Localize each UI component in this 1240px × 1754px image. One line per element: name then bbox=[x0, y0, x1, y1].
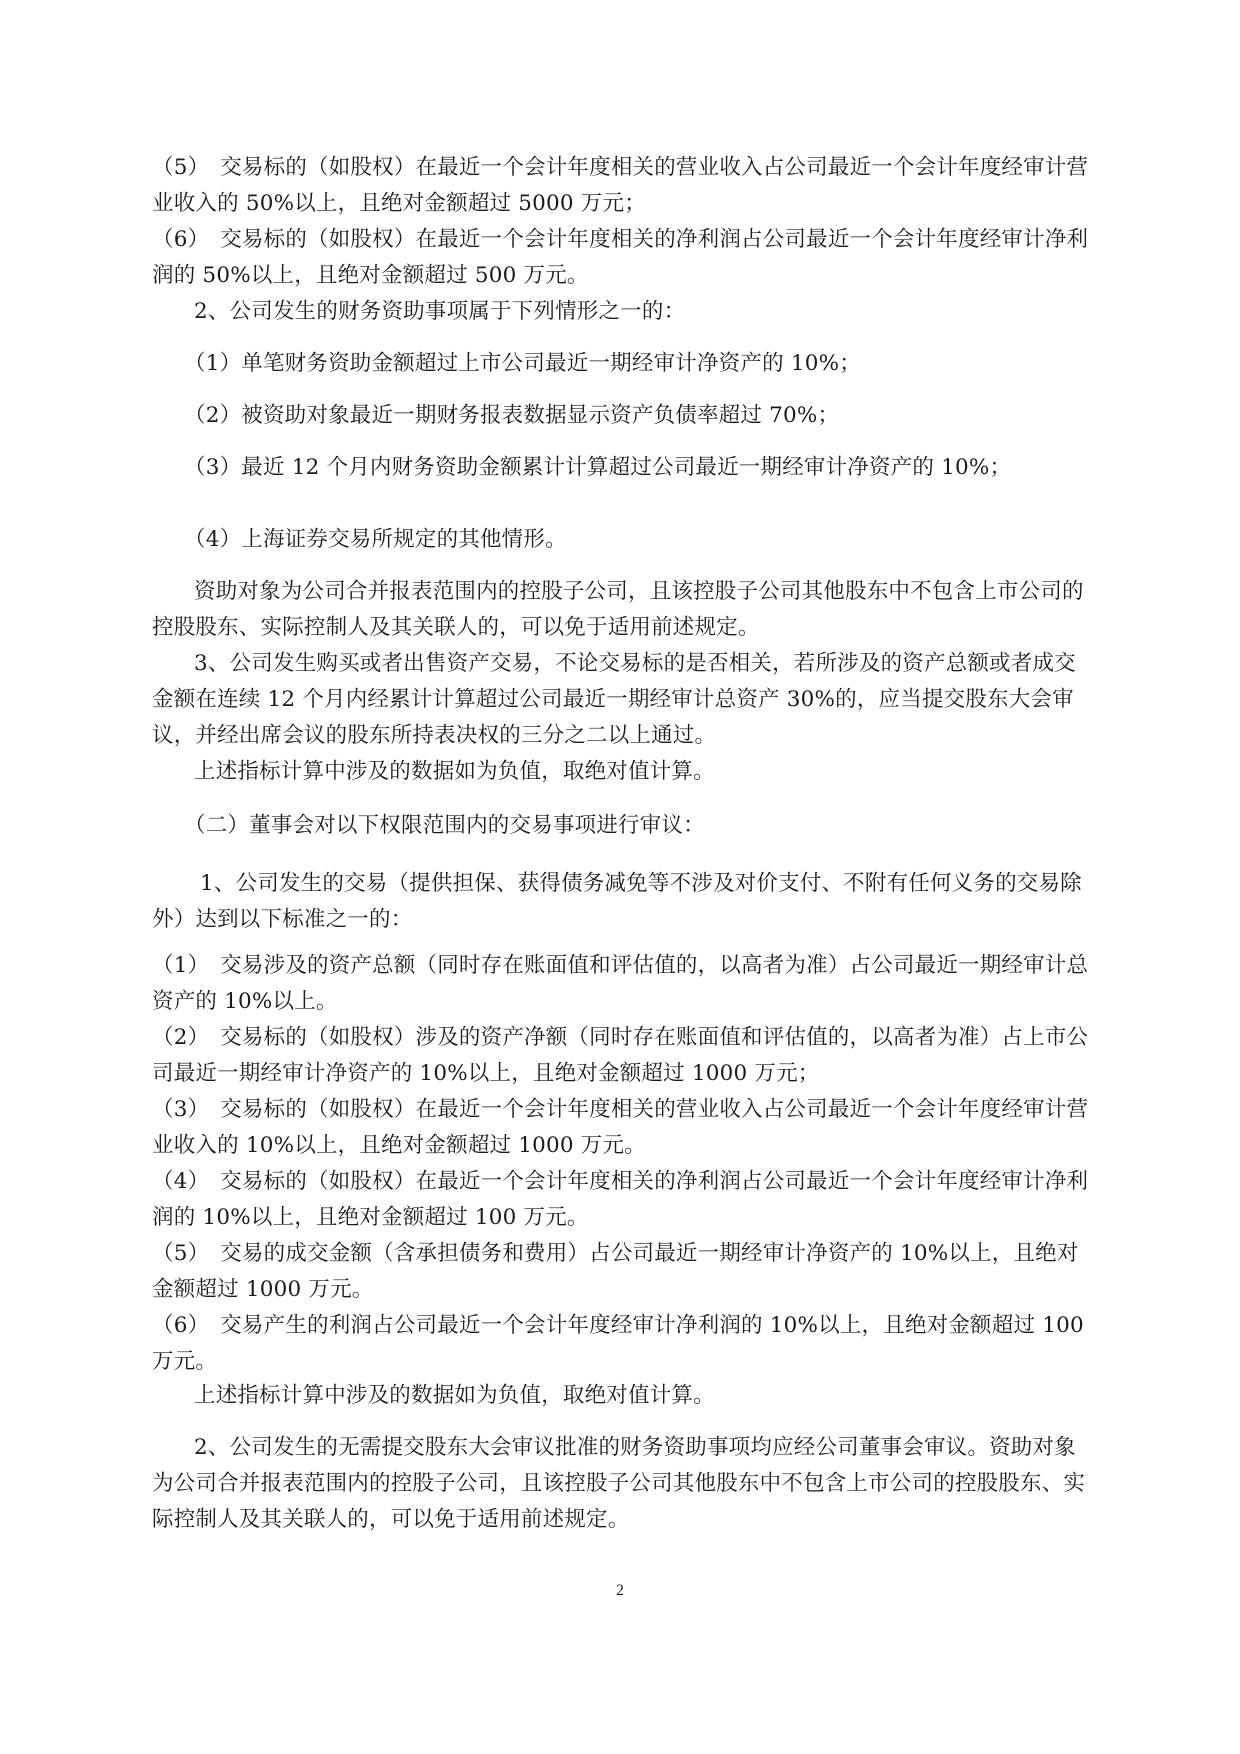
paragraph-assistance-item-4: （4）上海证券交易所规定的其他情形。 bbox=[184, 527, 567, 552]
paragraph-negative-value-note: 上述指标计算中涉及的数据如为负值，取绝对值计算。 bbox=[194, 759, 715, 784]
paragraph-board-item-2: （2） 交易标的（如股权）涉及的资产净额（同时存在账面值和评估值的，以高者为准）占上市公司最近一期经审计净资产的 10%以上，且绝对金额超过 1000 万元； bbox=[152, 1025, 1089, 1086]
paragraph-item-6-net-profit: （6） 交易标的（如股权）在最近一个会计年度相关的净利润占公司最近一个会计年度经审计净利润的 50%以上，且绝对金额超过 500 万元。 bbox=[152, 227, 1089, 288]
paragraph-board-item-6: （6） 交易产生的利润占公司最近一个会计年度经审计净利润的 10%以上，且绝对金额超过 100 万元。 bbox=[152, 1313, 1084, 1374]
paragraph-board-item-3: （3） 交易标的（如股权）在最近一个会计年度相关的营业收入占公司最近一个会计年度经审计营业收入的 10%以上，且绝对金额超过 1000 万元。 bbox=[152, 1097, 1089, 1158]
paragraph-asset-transaction: 3、公司发生购买或者出售资产交易，不论交易标的是否相关，若所涉及的资产总额或者成交金额在连续 12 个月内经累计计算超过公司最近一期经审计总资产 30%的，应当提交股东大会审议，并经出席会议的股东所持表决权的三分之二以上通过。 bbox=[152, 651, 1076, 748]
paragraph-assistance-item-2: （2）被资助对象最近一期财务报表数据显示资产负债率超过 70%； bbox=[184, 403, 840, 428]
paragraph-board-item-4: （4） 交易标的（如股权）在最近一个会计年度相关的净利润占公司最近一个会计年度经审计净利润的 10%以上，且绝对金额超过 100 万元。 bbox=[152, 1169, 1089, 1230]
paragraph-board-item-1: （1） 交易涉及的资产总额（同时存在账面值和评估值的，以高者为准）占公司最近一期经审计总资产的 10%以上。 bbox=[152, 953, 1089, 1014]
paragraph-board-item-5: （5） 交易的成交金额（含承担债务和费用）占公司最近一期经审计净资产的 10%以上，且绝对金额超过 1000 万元。 bbox=[152, 1241, 1079, 1302]
paragraph-board-transaction-intro: 1、公司发生的交易（提供担保、获得债务减免等不涉及对价支付、不附有任何义务的交易除外）达到以下标准之一的： bbox=[152, 871, 1082, 932]
section-heading-board-review: （二）董事会对以下权限范围内的交易事项进行审议： bbox=[184, 813, 705, 838]
paragraph-exemption-note: 资助对象为公司合并报表范围内的控股子公司，且该控股子公司其他股东中不包含上市公司的控股股东、实际控制人及其关联人的，可以免于适用前述规定。 bbox=[152, 579, 1084, 640]
paragraph-board-financial-assistance: 2、公司发生的无需提交股东大会审议批准的财务资助事项均应经公司董事会审议。资助对象为公司合并报表范围内的控股子公司，且该控股子公司其他股东中不包含上市公司的控股股东、实际控制人及其关联人的，可以免于适用前述规定。 bbox=[152, 1435, 1086, 1532]
paragraph-negative-value-note-2: 上述指标计算中涉及的数据如为负值，取绝对值计算。 bbox=[194, 1383, 715, 1408]
paragraph-assistance-item-1: （1）单笔财务资助金额超过上市公司最近一期经审计净资产的 10%； bbox=[184, 351, 861, 376]
page-number: 2 bbox=[616, 1582, 624, 1599]
paragraph-assistance-item-3: （3）最近 12 个月内财务资助金额累计计算超过公司最近一期经审计净资产的 10%； bbox=[184, 455, 1012, 480]
paragraph-item-5-revenue: （5） 交易标的（如股权）在最近一个会计年度相关的营业收入占公司最近一个会计年度经审计营业收入的 50%以上，且绝对金额超过 5000 万元； bbox=[152, 155, 1089, 216]
paragraph-financial-assistance-intro: 2、公司发生的财务资助事项属于下列情形之一的： bbox=[194, 299, 686, 324]
